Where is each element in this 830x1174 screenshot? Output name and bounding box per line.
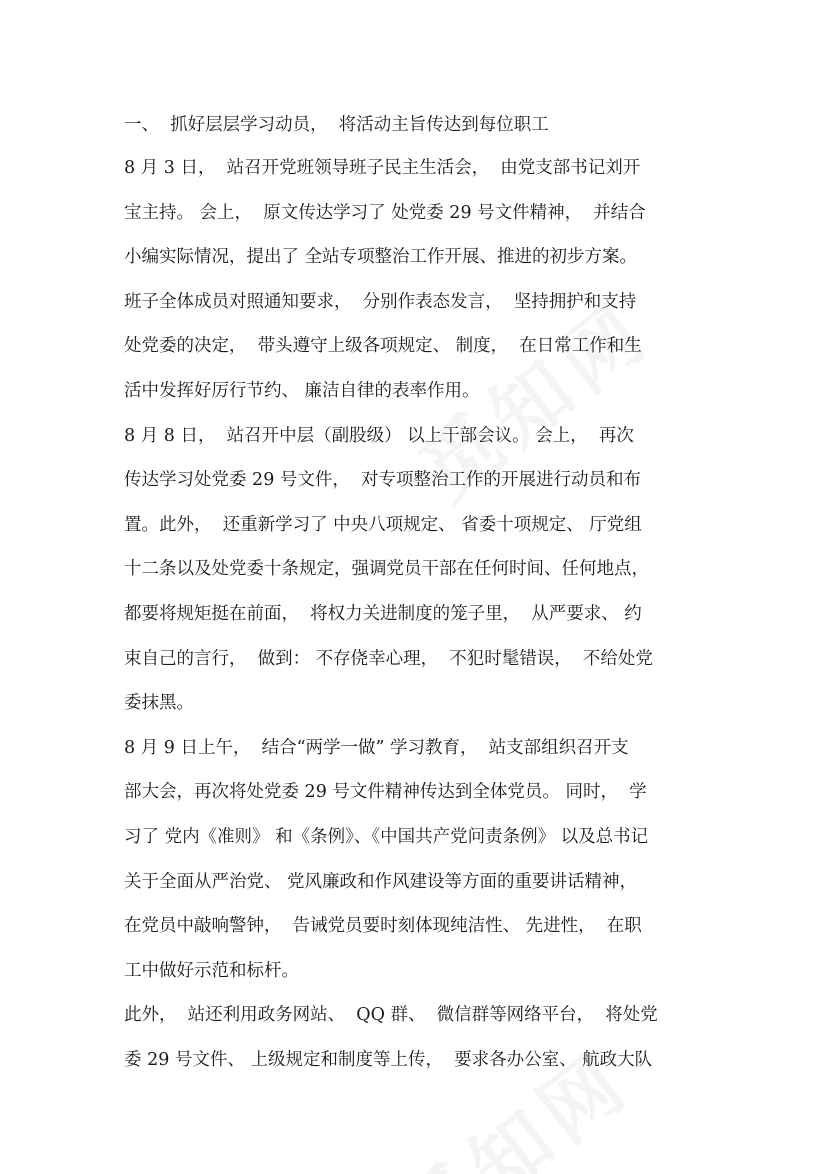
text-line: 委 29 号文件、 上级规定和制度等上传， 要求各办公室、 航政大队 — [124, 1049, 653, 1070]
document-body — [124, 104, 714, 1082]
text-line: 活中发挥好厉行节约、 廉洁自律的表率作用。 — [124, 380, 480, 401]
text-line: 都要将规矩挺在前面， 将权力关进制度的笼子里， 从严要求、 约 — [124, 603, 642, 624]
text-line: 委抹黑。 — [124, 693, 194, 714]
text-line: 8 月 8 日， 站召开中层（副股级） 以上干部会议。 会上， 再次 — [124, 425, 634, 446]
section-heading: 一、 抓好层层学习动员， 将活动主旨传达到每位职工 — [124, 115, 549, 135]
text-line: 关于全面从严治党、 党风廉政和作风建设等方面的重要讲话精神， — [124, 871, 638, 892]
text-line: 8 月 9 日上午， 结合“两学一做” 学习教育， 站支部组织召开支 — [124, 737, 629, 758]
text-line: 束自己的言行， 做到： 不存侥幸心理， 不犯时髦错误， 不给处党 — [124, 648, 653, 669]
text-line: 宝主持。 会上， 原文传达学习了 处党委 29 号文件精神， 并结合 — [124, 202, 646, 223]
text-line: 十二条以及处党委十条规定，强调党员干部在任何时间、任何地点， — [124, 559, 649, 580]
text-line: 此外， 站还利用政务网站、 QQ 群、 微信群等网络平台， 将处党 — [124, 1005, 658, 1026]
text-line: 置。此外， 还重新学习了 中央八项规定、 省委十项规定、 厅党组 — [124, 514, 642, 535]
text-line: 在党员中敲响警钟， 告诫党员要时刻体现纯洁性、 先进性， 在职 — [124, 916, 642, 937]
paragraph-lines — [124, 146, 714, 1082]
text-line: 8 月 3 日， 站召开党班领导班子民主生活会， 由党支部书记刘开 — [124, 158, 641, 178]
text-line: 处党委的决定， 带头遵守上级各项规定、 制度， 在日常工作和生 — [124, 336, 642, 357]
text-line: 习了 党内《准则》 和《条例》、《中国共产党问责条例》 以及总书记 — [124, 826, 649, 847]
text-line: 班子全体成员对照通知要求， 分别作表态发言， 坚持拥护和支持 — [124, 291, 637, 312]
text-line: 部大会，再次将处党委 29 号文件精神传达到全体党员。 同时， 学 — [124, 782, 647, 803]
text-line: 传达学习处党委 29 号文件， 对专项整治工作的开展进行动员和布 — [124, 470, 642, 491]
text-line: 工中做好示范和标杆。 — [124, 960, 299, 981]
text-line: 小编实际情况，提出了 全站专项整治工作开展、推进的初步方案。 — [124, 247, 638, 268]
